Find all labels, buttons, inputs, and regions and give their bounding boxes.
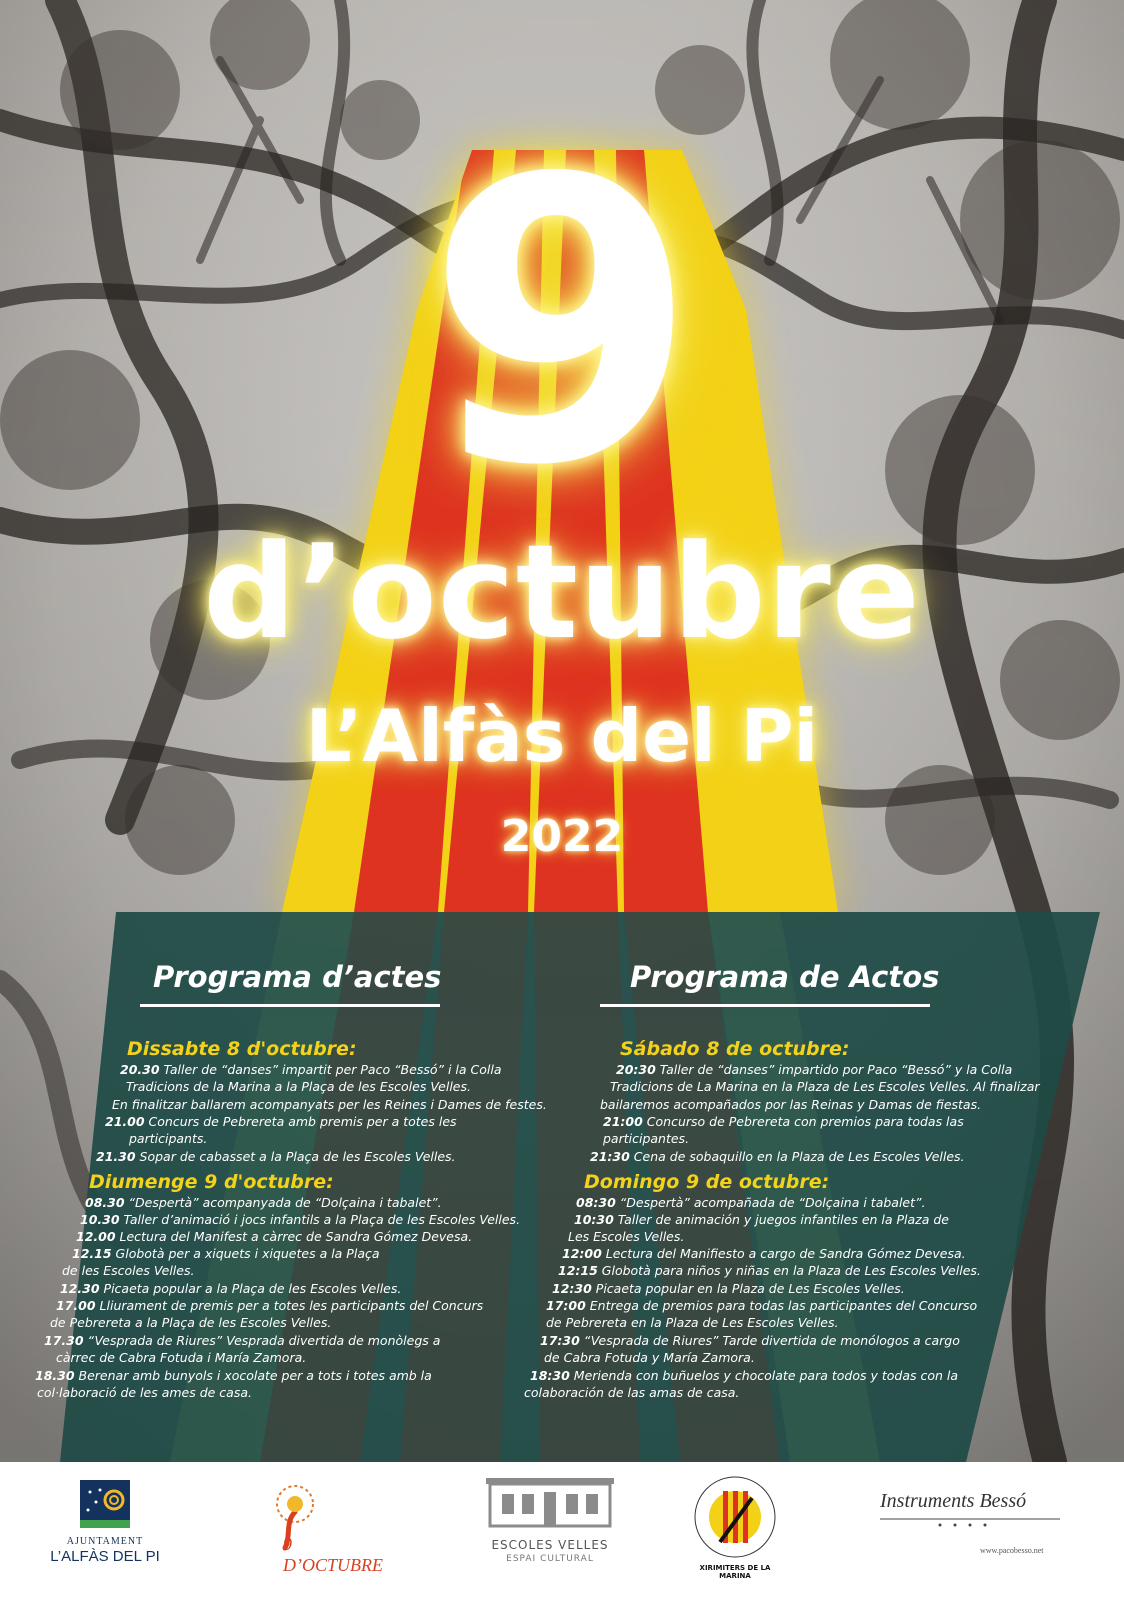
event-sat-val-1 — [112, 1061, 547, 1113]
event-time: 21.30 — [96, 1149, 136, 1164]
event-time: 18:30 — [530, 1368, 570, 1383]
event-text: “Despertà” acompañada de “Dolçaina i tabalet”. — [619, 1195, 926, 1210]
event-time: 12:30 — [552, 1281, 592, 1296]
event-text: Cena de sobaquillo en la Plaza de Les Escoles Velles. — [633, 1149, 965, 1164]
event-text: Merienda con buñuelos y chocolate para todos y todas con la — [573, 1368, 959, 1383]
heading-valencian: Programa d’actes — [153, 960, 442, 994]
event-line — [558, 1262, 981, 1279]
event-sun-es-5 — [552, 1280, 905, 1297]
event-text: Taller de “danses” impartit per Paco “Bessó” i la Colla — [163, 1062, 502, 1077]
event-text: “Despertà” acompanyada de “Dolçaina i tabalet”. — [128, 1195, 442, 1210]
event-text: “Vesprada de Riures” Tarde divertida de monólogos a cargo — [583, 1333, 960, 1348]
event-line: de les Escoles Velles. — [62, 1263, 195, 1279]
day-title-saturday-es: Sábado 8 de octubre: — [620, 1038, 850, 1060]
event-line — [76, 1228, 472, 1245]
event-sun-es-1 — [576, 1194, 925, 1211]
event-sun-es-8 — [524, 1367, 959, 1402]
title-number: 9 — [426, 96, 698, 550]
besso-logo — [880, 1490, 1080, 1580]
event-sun-val-5 — [60, 1280, 401, 1297]
event-time: 17.30 — [44, 1333, 84, 1348]
event-line — [546, 1297, 977, 1314]
xirimiters-logo — [690, 1472, 780, 1592]
event-line: Les Escoles Velles. — [568, 1229, 685, 1245]
ajuntament-emblem-icon — [40, 1480, 170, 1590]
event-line — [96, 1148, 456, 1165]
event-text: Berenar amb bunyols i xocolate per a tots i totes amb la — [78, 1368, 432, 1383]
event-line: En finalitzar ballarem acompanyats per les Reines i Dames de festes. — [112, 1096, 547, 1112]
heading-spanish: Programa de Actos — [630, 960, 940, 994]
event-sat-val-2 — [105, 1113, 457, 1148]
besso-text: Instruments Bessó — [880, 1490, 1027, 1512]
event-time: 17.00 — [56, 1298, 96, 1313]
day-title-sunday-es: Domingo 9 de octubre: — [584, 1171, 830, 1193]
octubre-logo-text: 9 D’OCTUBRE — [283, 1534, 383, 1575]
ajuntament-line2: L’ALFÀS DEL PI — [50, 1548, 160, 1565]
xirimiters-text: XIRIMITERS DE LA MARINA — [699, 1564, 771, 1580]
event-text: Picaeta popular en la Plaza de Les Escoles Velles. — [595, 1281, 905, 1296]
event-line: de Pebrereta a la Plaça de les Escoles Velles. — [50, 1315, 332, 1331]
event-line — [56, 1297, 483, 1314]
title-month: d’octubre — [203, 516, 921, 668]
event-text: Sopar de cabasset a la Plaça de les Escoles Velles. — [139, 1149, 456, 1164]
event-line: colaboración de las amas de casa. — [524, 1385, 740, 1401]
event-line: participantes. — [603, 1131, 690, 1147]
title-year: 2022 — [500, 811, 624, 862]
event-sun-es-4 — [558, 1262, 981, 1279]
event-sun-val-8 — [35, 1367, 432, 1402]
event-line — [80, 1211, 520, 1228]
event-sun-es-2 — [568, 1211, 949, 1246]
event-text: Lliurament de premis per a totes les participants del Concurs — [99, 1298, 484, 1313]
event-sat-es-1 — [600, 1061, 1040, 1113]
event-line — [85, 1194, 442, 1211]
event-line: de Pebrereta en la Plaza de Les Escoles Velles. — [546, 1315, 839, 1331]
event-line — [72, 1245, 380, 1262]
event-line — [44, 1332, 440, 1349]
event-time: 12.15 — [72, 1246, 112, 1261]
event-text: Globotà per a xiquets i xiquetes a la Plaça — [115, 1246, 380, 1261]
event-text: Lectura del Manifiesto a cargo de Sandra Gómez Devesa. — [605, 1246, 966, 1261]
event-sun-val-7 — [44, 1332, 440, 1367]
event-line — [35, 1367, 432, 1384]
event-time: 18.30 — [35, 1368, 75, 1383]
event-sun-es-6 — [546, 1297, 977, 1332]
event-line: Tradicions de la Marina a la Plaça de les Escoles Velles. — [126, 1079, 471, 1095]
event-line — [105, 1113, 457, 1130]
ajuntament-logo — [40, 1480, 170, 1590]
event-time: 10.30 — [80, 1212, 120, 1227]
sponsor-footer — [0, 1462, 1124, 1600]
event-time: 10:30 — [574, 1212, 614, 1227]
event-line: Tradicions de La Marina en la Plaza de Les Escoles Velles. Al finalizar — [610, 1079, 1040, 1095]
escoles-velles-subtitle: ESPAI CULTURAL — [506, 1554, 594, 1564]
day-title-saturday-val: Dissabte 8 d'octubre: — [127, 1038, 357, 1060]
octubre-logo — [255, 1482, 385, 1582]
event-text: Taller d’animació i jocs infantils a la Plaça de les Escoles Velles. — [123, 1212, 521, 1227]
event-time: 20.30 — [120, 1062, 160, 1077]
event-time: 17:30 — [540, 1333, 580, 1348]
event-sun-es-7 — [540, 1332, 960, 1367]
title-town: L’Alfàs del Pi — [305, 694, 819, 778]
day-title-sunday-val: Diumenge 9 d'octubre: — [89, 1171, 334, 1193]
event-sun-val-6 — [50, 1297, 484, 1332]
event-time: 21:30 — [590, 1149, 630, 1164]
event-time: 21.00 — [105, 1114, 145, 1129]
event-time: 12:00 — [562, 1246, 602, 1261]
event-line — [568, 1211, 949, 1228]
event-line — [540, 1332, 960, 1349]
event-text: Globotà para niños y niñas en la Plaza de Les Escoles Velles. — [601, 1263, 981, 1278]
event-time: 08.30 — [85, 1195, 125, 1210]
event-line — [112, 1061, 547, 1078]
event-sun-val-1 — [85, 1194, 442, 1211]
event-sun-val-2 — [80, 1211, 520, 1228]
event-line — [60, 1280, 401, 1297]
event-text: Concurso de Pebrereta con premios para todas las — [646, 1114, 964, 1129]
escoles-velles-title: ESCOLES VELLES — [491, 1538, 609, 1552]
event-time: 12.30 — [60, 1281, 100, 1296]
escoles-velles-logo — [480, 1474, 620, 1584]
event-time: 12.00 — [76, 1229, 116, 1244]
event-sat-es-2 — [593, 1113, 964, 1148]
event-text: Lectura del Manifest a càrrec de Sandra Gómez Devesa. — [119, 1229, 473, 1244]
ajuntament-line1: AJUNTAMENT — [66, 1536, 144, 1547]
event-time: 21:00 — [603, 1114, 643, 1129]
heading-underline-valencian — [140, 1004, 440, 1007]
event-line — [562, 1245, 966, 1262]
event-text: Taller de “danses” impartido por Paco “Bessó” y la Colla — [659, 1062, 1013, 1077]
event-text: “Vesprada de Riures” Vesprada divertida de monòlegs a — [87, 1333, 441, 1348]
event-sun-val-3 — [76, 1228, 472, 1245]
xirimiters-emblem-icon — [690, 1472, 780, 1562]
event-line — [600, 1061, 1040, 1078]
event-line: col·laboració de les ames de casa. — [37, 1385, 252, 1401]
besso-url: www.pacobesso.net — [980, 1546, 1044, 1555]
building-icon — [480, 1474, 620, 1534]
event-line — [576, 1194, 925, 1211]
event-line: càrrec de Cabra Fotuda i María Zamora. — [56, 1350, 307, 1366]
event-line: participants. — [129, 1131, 208, 1147]
besso-underline-icon — [880, 1513, 1060, 1533]
event-line: de Cabra Fotuda y María Zamora. — [544, 1350, 755, 1366]
event-text: Concurs de Pebrereta amb premis per a totes les — [148, 1114, 457, 1129]
event-sun-es-3 — [562, 1245, 966, 1262]
event-time: 08:30 — [576, 1195, 616, 1210]
heading-underline-spanish — [600, 1004, 930, 1007]
event-line — [530, 1367, 958, 1384]
event-text: Taller de animación y juegos infantiles en la Plaza de — [617, 1212, 950, 1227]
event-time: 12:15 — [558, 1263, 598, 1278]
event-sat-es-3 — [590, 1148, 965, 1165]
event-text: Entrega de premios para todas las participantes del Concurso — [589, 1298, 978, 1313]
event-sun-val-4 — [62, 1245, 380, 1280]
event-time: 17:00 — [546, 1298, 586, 1313]
event-line — [590, 1148, 965, 1165]
event-time: 20:30 — [616, 1062, 656, 1077]
event-text: Picaeta popular a la Plaça de les Escoles Velles. — [103, 1281, 402, 1296]
event-sat-val-3 — [96, 1148, 456, 1165]
event-line — [593, 1113, 964, 1130]
event-line — [552, 1280, 905, 1297]
event-line: bailaremos acompañados por las Reinas y Damas de fiestas. — [600, 1096, 982, 1112]
